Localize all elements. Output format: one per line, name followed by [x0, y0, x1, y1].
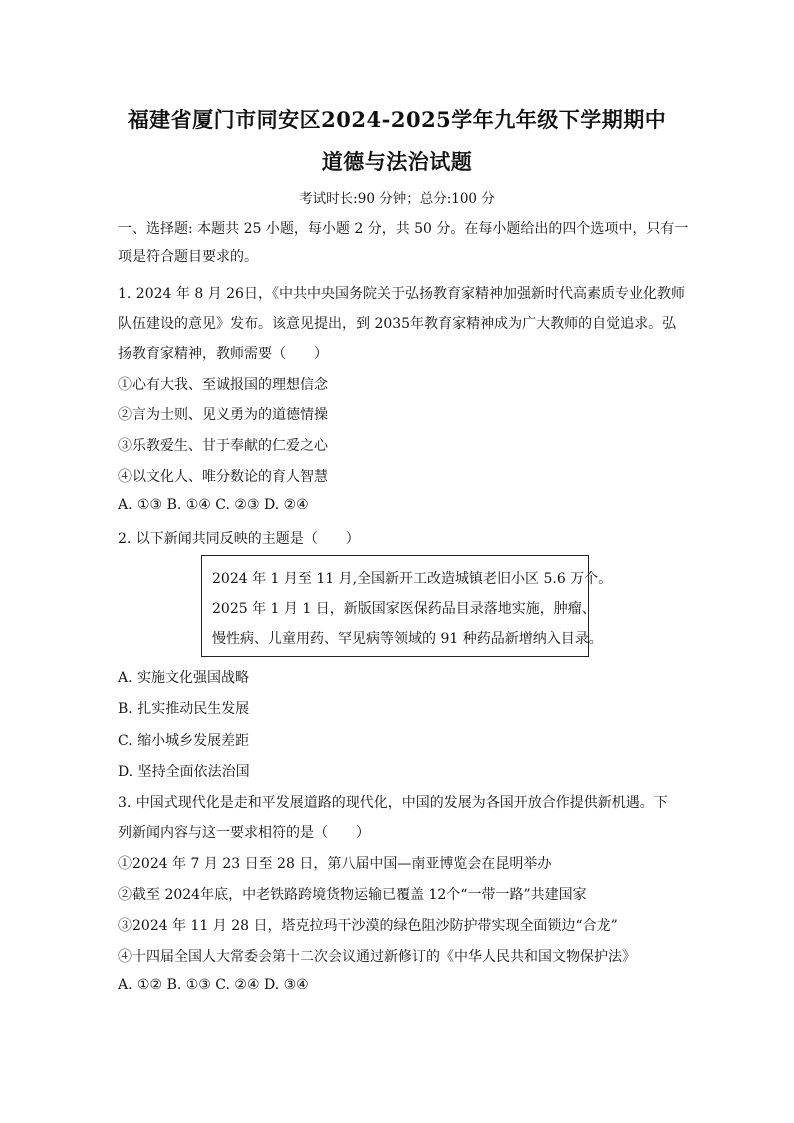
q1-option-3: ③乐教爱生、甘于奉献的仁爱之心 — [118, 438, 328, 454]
section-instructions-line2: 项是符合题目要求的。 — [118, 249, 258, 265]
q1-stem-line3: 扬教育家精神，教师需要（ ） — [118, 346, 328, 362]
q3-option-4: ④十四届全国人大常委会第十二次会议通过新修订的《中华人民共和国文物保护法》 — [118, 949, 636, 965]
exam-title-line2: 道德与法治试题 — [321, 149, 473, 174]
q1-option-1: ①心有大我、至诚报国的理想信念 — [118, 377, 328, 393]
q1-stem-line1: 1. 2024 年 8 月 26日，《中共中央国务院关于弘扬教育家精神加强新时代高素质专业化教师 — [118, 286, 685, 302]
q3-choices: A. ①② B. ①③ C. ②④ D. ③④ — [118, 977, 309, 993]
q2-stem: 2. 以下新闻共同反映的主题是（ ） — [118, 531, 360, 547]
q2-choice-a: A. 实施文化强国战略 — [118, 670, 250, 686]
q3-option-3: ③2024 年 11 月 28 日，塔克拉玛干沙漠的绿色阻沙防护带实现全面锁边“合龙” — [118, 918, 618, 934]
q3-stem-line1: 3. 中国式现代化是走和平发展道路的现代化，中国的发展为各国开放合作提供新机遇。下 — [118, 795, 668, 811]
q2-news-box — [201, 555, 613, 657]
q3-option-1: ①2024 年 7 月 23 日至 28 日，第八届中国—南亚博览会在昆明举办 — [118, 856, 552, 872]
exam-title-line1: 福建省厦门市同安区2024-2025学年九年级下学期期中 — [127, 107, 667, 132]
q3-option-2: ②截至 2024年底，中老铁路跨境货物运输已覆盖 12个“一带一路”共建国家 — [118, 887, 587, 903]
q1-stem-line2: 队伍建设的意见》发布。该意见提出，到 2035年教育家精神成为广大教师的自觉追求。弘 — [118, 316, 677, 332]
q1-choices: A. ①③ B. ①④ C. ②③ D. ②④ — [118, 497, 309, 513]
q2-news-line2: 2025 年 1 月 1 日，新版国家医保药品目录落地实施，肿瘤、 — [212, 601, 596, 617]
q2-choice-b: B. 扎实推动民生发展 — [118, 701, 250, 717]
q2-choice-d: D. 坚持全面依法治国 — [118, 764, 250, 780]
q2-news-line3: 慢性病、儿童用药、罕见病等领域的 91 种药品新增纳入目录。 — [212, 631, 603, 647]
section-instructions-line1: 一、选择题: 本题共 25 小题，每小题 2 分，共 50 分。在每小题给出的四个选项中，只有一 — [118, 221, 689, 237]
q1-option-2: ②言为士则、见义勇为的道德情操 — [118, 407, 328, 423]
q2-news-line1: 2024 年 1 月至 11 月,全国新开工改造城镇老旧小区 5.6 万个。 — [212, 571, 613, 587]
q2-choice-c: C. 缩小城乡发展差距 — [118, 733, 250, 749]
exam-info: 考试时长:90 分钟；总分:100 分 — [299, 191, 495, 207]
q1-option-4: ④以文化人、唯分数论的育人智慧 — [118, 469, 328, 485]
q3-stem-line2: 列新闻内容与这一要求相符的是（ ） — [118, 825, 370, 841]
